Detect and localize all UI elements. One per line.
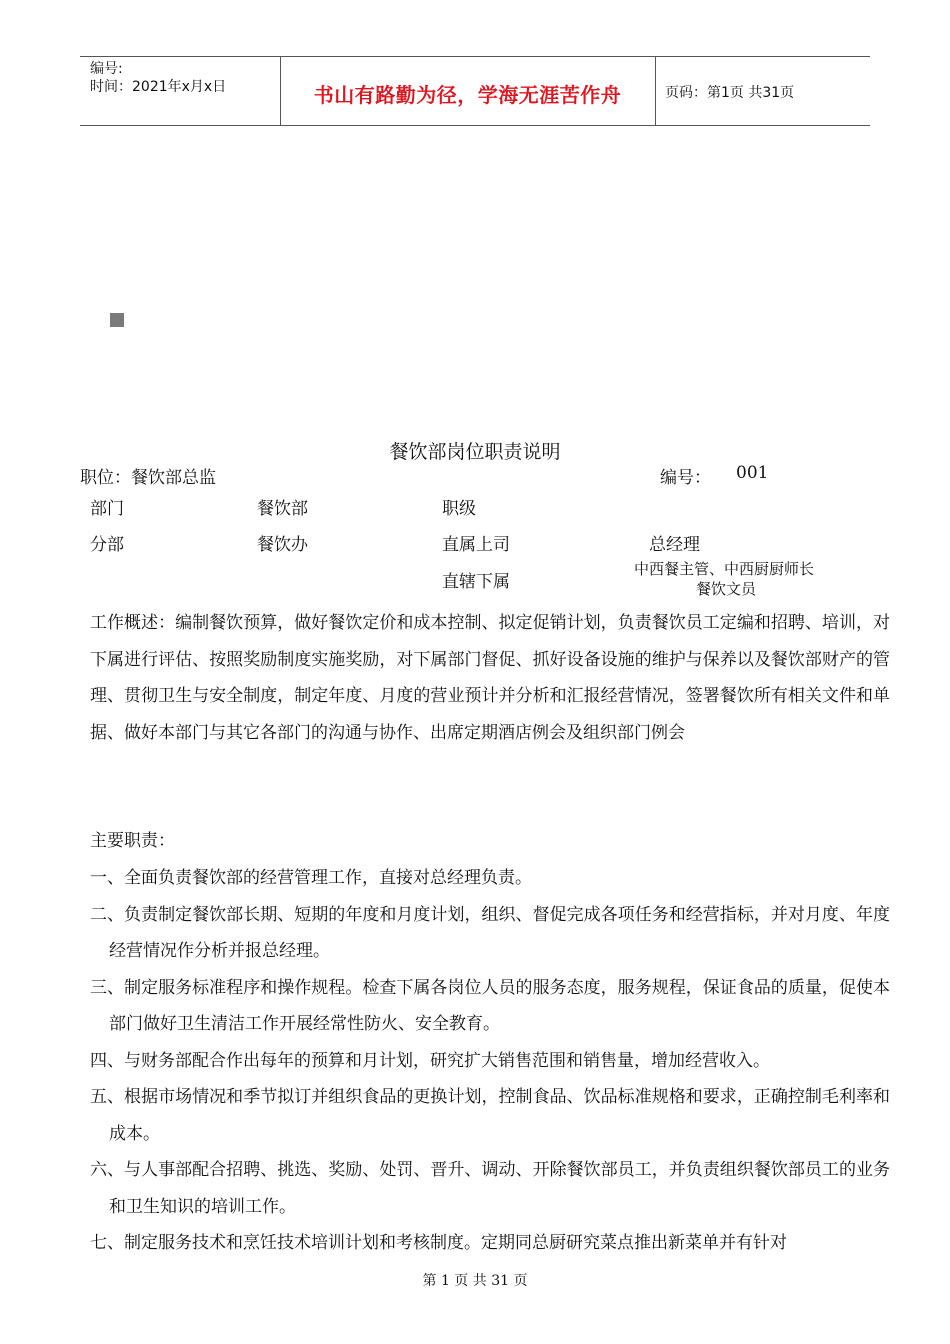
code-value: 001	[736, 463, 769, 483]
rank-label: 职级	[442, 499, 476, 519]
subdept-value: 餐饮办	[257, 535, 308, 555]
duty-item: 三、制定服务标准程序和操作规程。检查下属各岗位人员的服务态度，服务规程，保证食品的质量，促使本部门做好卫生清洁工作开展经常性防火、安全教育。	[90, 977, 890, 1034]
duty-item: 二、负责制定餐饮部长期、短期的年度和月度计划，组织、督促完成各项任务和经营指标，并对月度、年度经营情况作分析并报总经理。	[90, 904, 890, 961]
position-line: 职位：餐饮部总监	[80, 468, 216, 488]
header-page-info: 页码：第1页 共31页	[665, 85, 795, 101]
header-time: 时间：2021年x月x日	[90, 79, 227, 95]
header-number-label: 编号:	[90, 61, 123, 77]
duty-item: 四、与财务部配合作出每年的预算和月计划，研究扩大销售范围和销售量，增加经营收入。	[90, 1050, 770, 1071]
duty-item: 七、制定服务技术和烹饪技术培训计划和考核制度。定期同总厨研究菜点推出新菜单并有针对	[90, 1233, 787, 1253]
duty-item: 五、根据市场情况和季节拟订并组织食品的更换计划，控制食品、饮品标准规格和要求，正确控制毛利率和成本。	[90, 1087, 890, 1144]
work-summary: 工作概述：编制餐饮预算，做好餐饮定价和成本控制、拟定促销计划，负责餐饮员工定编和招聘、培训，对下属进行评估、按照奖励制度实施奖励，对下属部门督促、抓好设备设施的维护与保养以及餐饮部财产的管理、贯彻卫生与安全制度，制定年度、月度的营业预计并分析和汇报经营情况，签署餐饮所有相关文件和单据、做好本部门与其它各部门的沟通与协作、出席定期酒店例会及组织部门例会	[90, 613, 890, 743]
header-divider	[655, 57, 656, 125]
document-title: 餐饮部岗位职责说明	[389, 441, 561, 463]
subordinates-line-1: 中西餐主管、中西厨厨师长	[634, 560, 815, 578]
subordinates-label: 直辖下属	[442, 572, 510, 592]
superior-label: 直属上司	[442, 535, 510, 555]
duties-list	[90, 860, 890, 1262]
dept-label: 部门	[90, 499, 124, 519]
square-bullet-icon	[110, 313, 124, 327]
superior-value: 总经理	[649, 535, 700, 555]
duty-item: 六、与人事部配合招聘、挑选、奖励、处罚、晋升、调动、开除餐饮部员工，并负责组织餐饮部员工的业务和卫生知识的培训工作。	[90, 1160, 890, 1217]
header-motto: 书山有路勤为径，学海无涯苦作舟	[313, 83, 622, 107]
page-header	[80, 56, 870, 126]
duty-item: 一、全面负责餐饮部的经营管理工作，直接对总经理负责。	[90, 868, 532, 888]
duties-heading: 主要职责：	[90, 831, 175, 851]
page-footer: 第 1 页 共 31 页	[422, 1273, 528, 1289]
code-label: 编号：	[660, 468, 711, 488]
header-meta	[90, 60, 280, 96]
dept-value: 餐饮部	[257, 499, 308, 519]
subordinates-line-2: 餐饮文员	[696, 580, 757, 598]
subdept-label: 分部	[90, 535, 124, 555]
